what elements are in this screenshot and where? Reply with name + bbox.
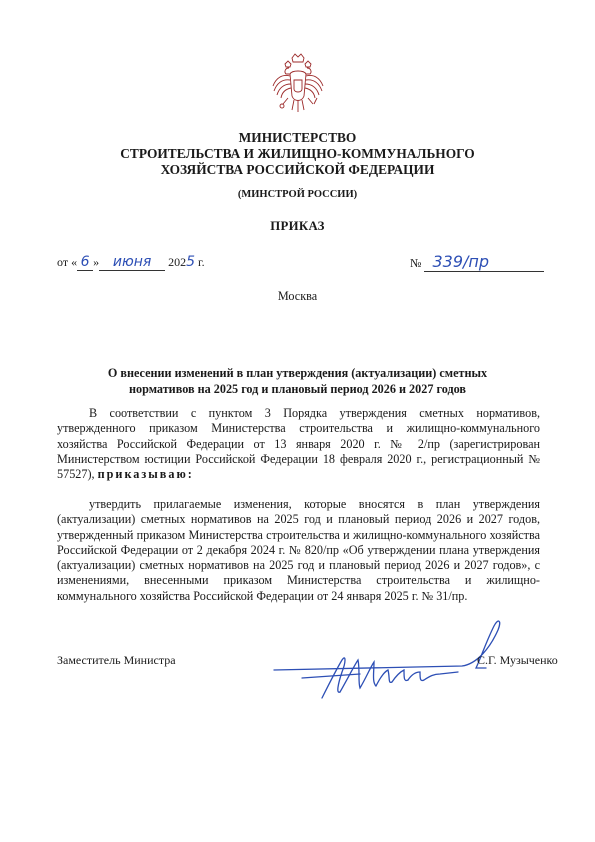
- ministry-line-2: СТРОИТЕЛЬСТВА И ЖИЛИЩНО-КОММУНАЛЬНОГО: [120, 146, 475, 161]
- body-paragraph-2-text: утвердить прилагаемые изменения, которые вносятся в план утверждения (актуализации) сметных нормативов на 2025 год и плановый период 2026 и 2027 годов, утвержденный приказом Министерства строительства и жилищно-коммунального хозяйства Российской Федерации от 2 декабря 2024 г. № 820/пр «Об утверждении плана утверждения (актуализации) сметных нормативов на 2025 год и плановый период 2026 и 2027 годов», с изменениями, внесенными приказом Министерства строительства и жилищно-коммунального хозяйства Российской Федерации от 24 января 2025 г. № 31/пр.: [57, 497, 540, 603]
- body-paragraph-1-text: В соответствии с пунктом 3 Порядка утверждения сметных нормативов, утвержденного приказом Министерства строительства и жилищно-коммунального хозяйства Российской Федерации от 13 января 2020 г. № 2/пр (зарегистрирован Министерством юстиции Российской Федерации 18 февраля 2020 г., регистрационный № 57527),: [57, 406, 540, 482]
- number-prefix: №: [410, 256, 422, 270]
- document-type: ПРИКАЗ: [270, 219, 325, 233]
- body-paragraph-2: [57, 497, 540, 604]
- ministry-abbreviation: (МИНСТРОЙ РОССИИ): [237, 189, 358, 200]
- date-year-hand: 5: [186, 254, 196, 270]
- number-value: 339/пр: [424, 252, 544, 272]
- date-year-prefix: 202: [168, 255, 187, 269]
- date-quote-close: »: [93, 255, 100, 269]
- date-prefix: от «: [57, 255, 78, 269]
- signatory-position: Заместитель Министра: [57, 653, 176, 667]
- order-word: приказываю:: [97, 467, 194, 482]
- date-month: июня: [99, 254, 165, 271]
- order-number: [410, 252, 544, 272]
- date-suffix: г.: [198, 255, 205, 269]
- order-date: [57, 254, 205, 271]
- ministry-line-3: ХОЗЯЙСТВА РОССИЙСКОЙ ФЕДЕРАЦИИ: [160, 162, 435, 177]
- order-title: [0, 366, 595, 397]
- state-emblem-icon: [270, 52, 326, 122]
- city: Москва: [277, 289, 318, 303]
- order-title-line-2: нормативов на 2025 год и плановый период 2026 и 2027 годов: [128, 381, 466, 396]
- ministry-name: [0, 130, 595, 178]
- body-paragraph-1: [57, 406, 540, 482]
- date-day: 6: [77, 254, 93, 271]
- ministry-line-1: МИНИСТЕРСТВО: [238, 130, 357, 145]
- signatory-name: С.Г. Музыченко: [477, 653, 558, 667]
- order-title-line-1: О внесении изменений в план утверждения (актуализации) сметных: [107, 366, 488, 380]
